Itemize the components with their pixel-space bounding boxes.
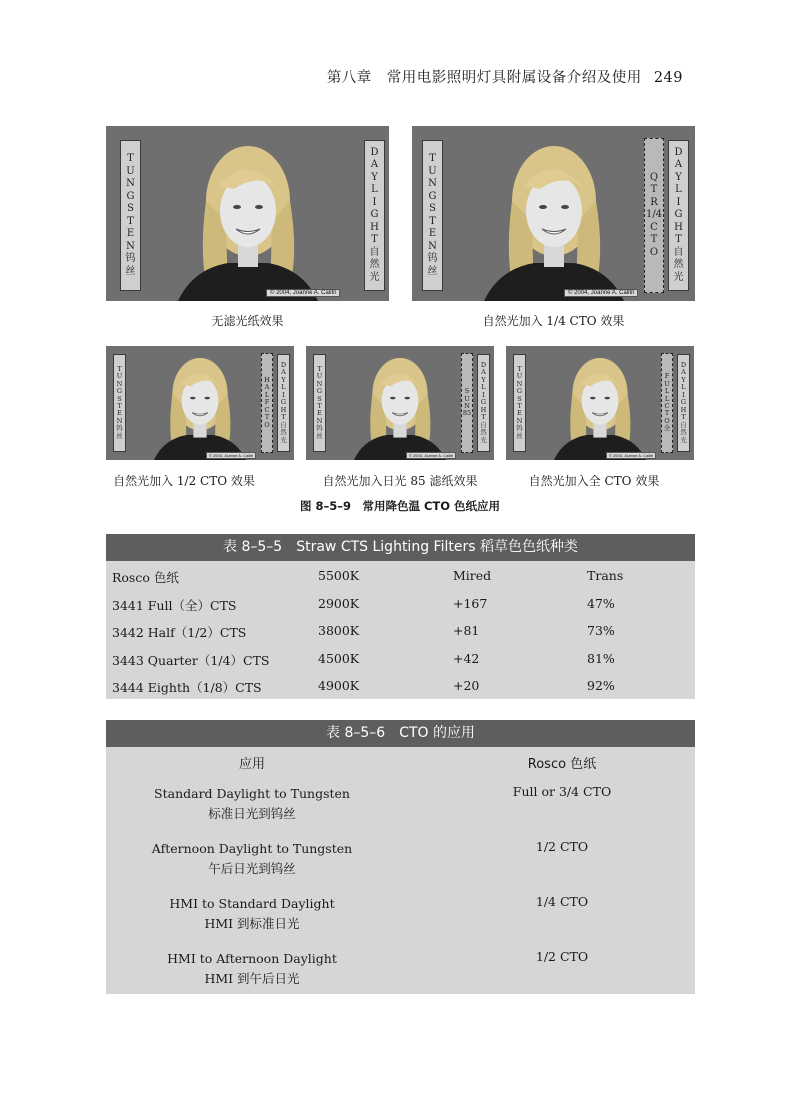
- portrait-image: [106, 126, 389, 301]
- chapter-title: 第八章 常用电影照明灯具附属设备介绍及使用: [326, 70, 642, 86]
- strip-char: T: [371, 234, 378, 246]
- strip-char: U: [664, 379, 670, 388]
- strip-char: Y: [371, 171, 378, 183]
- strip-char: T: [650, 184, 658, 196]
- strip-char: T: [127, 215, 134, 227]
- strip-char: 85: [462, 409, 472, 418]
- strip-char: H: [680, 405, 687, 414]
- strip-char: 然: [673, 259, 684, 271]
- strip-char: 丝: [516, 431, 523, 440]
- strip-char: N: [516, 379, 523, 388]
- strip-char: T: [664, 409, 670, 418]
- strip-char: N: [126, 240, 135, 252]
- daylight-strip: [277, 354, 290, 452]
- strip-char: 全: [663, 424, 671, 433]
- full-cto-strip: [661, 353, 673, 453]
- strip-char: 丝: [116, 431, 123, 440]
- strip-char: T: [429, 215, 436, 227]
- table-header-row: [106, 747, 695, 774]
- strip-char: F: [664, 372, 670, 381]
- strip-char: S: [429, 203, 436, 214]
- daylight-strip: [364, 140, 385, 291]
- table-row: Afternoon Daylight to Tungsten 午后日光到钨丝 1/2 CTO: [151, 839, 589, 876]
- caption-quarter-cto: 自然光加入 1/4 CTO 效果: [482, 314, 625, 328]
- strip-char: 光: [480, 435, 487, 444]
- strip-char: S: [127, 203, 134, 214]
- strip-char: 钨: [125, 253, 136, 264]
- strip-char: I: [372, 196, 377, 208]
- strip-char: 然: [369, 259, 380, 271]
- strip-char: T: [517, 402, 522, 410]
- strip-char: N: [464, 402, 470, 410]
- strip-char: T: [117, 364, 122, 373]
- strip-char: T: [317, 402, 322, 410]
- strip-char: L: [675, 184, 682, 196]
- strip-char: 钨: [116, 424, 123, 433]
- strip-char: U: [516, 372, 523, 381]
- strip-char: E: [126, 228, 135, 239]
- strip-char: L: [681, 383, 686, 392]
- strip-char: 然: [280, 428, 287, 437]
- strip-char: 丝: [427, 265, 438, 277]
- strip-char: G: [280, 398, 287, 407]
- strip-char: T: [117, 402, 122, 410]
- photo-credit: © 2004, Joanne A. Calitri: [564, 289, 638, 297]
- strip-char: 钨: [516, 424, 523, 433]
- photo-half-cto: [106, 346, 294, 460]
- strip-char: G: [116, 387, 123, 396]
- page-number: 249: [653, 70, 683, 86]
- strip-char: D: [280, 360, 287, 369]
- strip-char: F: [264, 398, 270, 407]
- tungsten-strip: [113, 354, 126, 452]
- photo-quarter-cto: [412, 126, 695, 301]
- photo-credit: © 2004, Joanne A. Calitri: [266, 289, 340, 297]
- table-row: 3442 Half（1/2）CTS 3800K +81 73%: [112, 623, 615, 640]
- daylight-strip: [668, 140, 689, 291]
- strip-char: D: [370, 146, 379, 158]
- strip-char: I: [482, 390, 485, 399]
- strip-char: G: [316, 387, 323, 396]
- strip-char: N: [428, 240, 437, 252]
- strip-char: S: [517, 394, 522, 403]
- strip-char: Y: [281, 375, 286, 384]
- strip-char: N: [116, 416, 123, 425]
- strip-char: C: [264, 405, 270, 414]
- strip-char: S: [464, 387, 470, 396]
- strip-char: E: [317, 409, 322, 418]
- table-row: Rosco 色纸 5500K Mired Trans: [112, 568, 624, 585]
- caption-no-filter: 无滤光纸效果: [211, 314, 284, 328]
- strip-char: H: [370, 221, 379, 233]
- strip-char: 光: [680, 435, 687, 444]
- table-row: HMI to Afternoon Daylight HMI 到午后日光 1/2 CTO: [167, 949, 589, 986]
- strip-char: 自: [480, 420, 487, 429]
- strip-char: L: [264, 390, 270, 399]
- column-header-application: 应用: [238, 757, 265, 772]
- tungsten-strip: [120, 140, 141, 291]
- strip-char: T: [675, 234, 682, 246]
- strip-char: T: [127, 153, 134, 164]
- strip-char: L: [481, 383, 486, 392]
- strip-char: U: [464, 394, 470, 403]
- strip-char: T: [317, 364, 322, 373]
- tungsten-strip: [513, 354, 526, 452]
- table-row: 3443 Quarter（1/4）CTS 4500K +42 81%: [112, 650, 615, 668]
- strip-char: 丝: [125, 265, 136, 277]
- strip-char: D: [480, 360, 487, 369]
- strip-char: A: [481, 368, 486, 377]
- strip-char: A: [370, 159, 379, 171]
- figure-caption: 图 8–5–9 常用降色温 CTO 色纸应用: [299, 499, 501, 513]
- strip-char: L: [664, 387, 670, 396]
- strip-char: N: [126, 178, 135, 189]
- strip-char: 然: [680, 428, 687, 437]
- strip-char: 自: [280, 420, 287, 429]
- strip-char: S: [317, 394, 322, 403]
- photo-credit: © 2004, Joanne A. Calitri: [206, 452, 256, 459]
- strip-char: I: [282, 390, 285, 399]
- strip-char: I: [676, 196, 681, 208]
- strip-char: T: [681, 413, 686, 422]
- strip-char: G: [480, 398, 487, 407]
- strip-char: N: [516, 416, 523, 425]
- caption-full-cto: 自然光加入全 CTO 效果: [528, 474, 660, 488]
- table-title: 表 8–5–6 CTO 的应用: [106, 720, 695, 747]
- strip-char: 1/4: [645, 209, 663, 221]
- strip-char: 自: [673, 246, 684, 258]
- strip-char: L: [664, 394, 670, 403]
- strip-char: G: [370, 209, 379, 221]
- strip-char: D: [680, 360, 687, 369]
- table-row: 3444 Eighth（1/8）CTS 4900K +20 92%: [112, 678, 615, 695]
- caption-half-cto: 自然光加入 1/2 CTO 效果: [113, 474, 255, 488]
- strip-char: U: [316, 372, 323, 381]
- column-header-filter: Rosco 色纸: [527, 757, 597, 772]
- strip-char: T: [517, 364, 522, 373]
- strip-char: S: [117, 394, 122, 403]
- strip-char: 光: [369, 271, 380, 283]
- strip-char: 光: [280, 435, 287, 444]
- strip-char: E: [517, 409, 522, 418]
- strip-char: A: [281, 368, 286, 377]
- strip-char: U: [126, 165, 135, 177]
- strip-char: E: [428, 228, 437, 239]
- strip-char: E: [117, 409, 122, 418]
- strip-char: G: [680, 398, 687, 407]
- half-cto-strip: [261, 353, 273, 453]
- table-straw-cts: [106, 534, 695, 699]
- strip-char: G: [428, 190, 437, 202]
- tungsten-strip: [422, 140, 443, 291]
- table-title: 表 8–5–5 Straw CTS Lighting Filters 稻草色色纸种类: [106, 534, 695, 561]
- strip-char: T: [481, 413, 486, 422]
- table-row: 3441 Full（全）CTS 2900K +167 47%: [112, 595, 615, 613]
- strip-char: O: [649, 246, 659, 258]
- strip-char: H: [480, 405, 487, 414]
- strip-char: N: [316, 379, 323, 388]
- strip-char: Y: [481, 375, 486, 384]
- strip-char: L: [371, 184, 378, 196]
- strip-char: T: [429, 153, 436, 164]
- strip-char: Y: [681, 375, 686, 384]
- strip-char: 丝: [316, 431, 323, 440]
- strip-char: C: [664, 402, 670, 410]
- strip-char: A: [674, 159, 683, 171]
- strip-char: 然: [480, 428, 487, 437]
- caption-sun-85: 自然光加入日光 85 滤纸效果: [322, 474, 478, 488]
- strip-char: Q: [649, 171, 659, 183]
- daylight-strip: [677, 354, 690, 452]
- photo-credit: © 2004, Joanne A. Calitri: [606, 452, 656, 459]
- photo-sun-85: [306, 346, 494, 460]
- strip-char: N: [316, 416, 323, 425]
- strip-char: H: [280, 405, 287, 414]
- strip-char: 自: [369, 246, 380, 258]
- table-row: HMI to Standard Daylight HMI 到标准日光 1/4 CTO: [169, 894, 589, 931]
- strip-char: O: [264, 420, 270, 429]
- strip-char: N: [428, 178, 437, 189]
- qtr-cto-strip: [644, 138, 664, 293]
- photo-full-cto: [506, 346, 694, 460]
- strip-char: G: [516, 387, 523, 396]
- table-row: Standard Daylight to Tungsten 标准日光到钨丝 Full or 3/4 CTO: [154, 784, 612, 821]
- strip-char: A: [681, 368, 686, 377]
- running-header: [0, 66, 683, 87]
- sun-85-strip: [461, 353, 473, 453]
- strip-char: O: [664, 416, 670, 425]
- strip-char: N: [116, 379, 123, 388]
- strip-char: 自: [680, 420, 687, 429]
- strip-char: H: [674, 221, 683, 233]
- strip-char: L: [281, 383, 286, 392]
- strip-char: U: [116, 372, 123, 381]
- strip-char: 光: [673, 271, 684, 283]
- strip-char: C: [650, 221, 658, 233]
- strip-char: G: [674, 209, 683, 221]
- strip-char: D: [674, 146, 683, 158]
- tungsten-strip: [313, 354, 326, 452]
- photo-credit: © 2004, Joanne A. Calitri: [406, 452, 456, 459]
- strip-char: Y: [675, 171, 682, 183]
- photo-no-filter: [106, 126, 389, 301]
- daylight-strip: [477, 354, 490, 452]
- strip-char: I: [682, 390, 685, 399]
- strip-char: U: [428, 165, 437, 177]
- strip-char: R: [650, 196, 658, 208]
- strip-char: T: [650, 234, 658, 246]
- strip-char: H: [264, 375, 270, 384]
- strip-char: T: [264, 413, 270, 422]
- strip-char: 钨: [427, 253, 438, 264]
- strip-char: G: [126, 190, 135, 202]
- strip-char: T: [281, 413, 286, 422]
- strip-char: 钨: [316, 424, 323, 433]
- table-cto-application: [106, 720, 695, 994]
- strip-char: A: [264, 383, 270, 392]
